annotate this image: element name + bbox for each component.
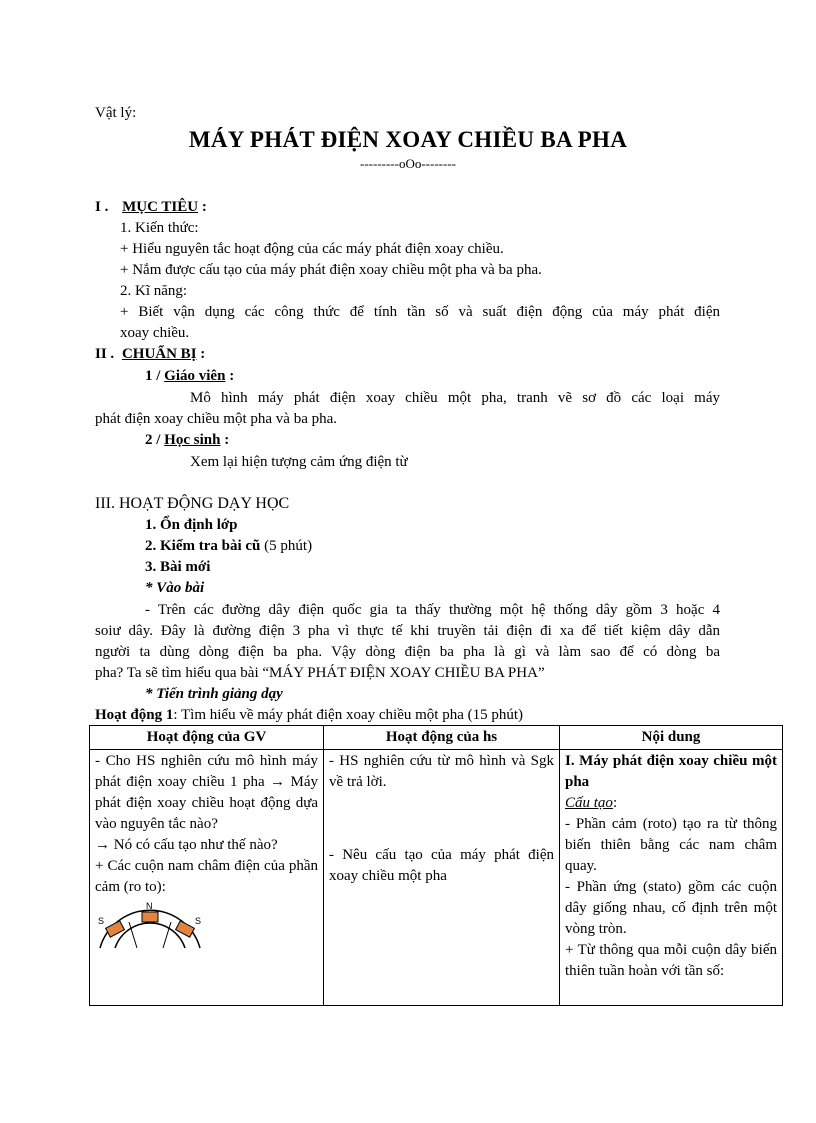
intro-line: người ta dùng dòng điện ba pha. Vậy dòng điện ba pha là gì và làm sao để có dòng ba (95, 644, 720, 660)
teacher-activity-line: → Nó có cấu tạo như thế nào? (95, 837, 278, 853)
teacher-cell (90, 750, 324, 1006)
header-content: Nội dung (560, 726, 783, 750)
section2-heading (95, 344, 205, 364)
header-student: Hoạt động của hs (324, 726, 560, 750)
section1-line: + Biết vận dụng các công thức để tính tần số và suất điện động của máy phát điện (120, 304, 720, 320)
section2-title: CHUẨN BỊ (121, 346, 197, 362)
activity-text: : Tìm hiểu về máy phát điện xoay chiều một pha (173, 707, 464, 723)
activity-label: Hoạt động 1 (95, 707, 174, 723)
section1-heading (95, 197, 207, 217)
student-prep-number: 2 / (145, 432, 161, 448)
step-review-time: (5 phút) (264, 538, 313, 554)
section1-number: I . (95, 199, 109, 215)
section1-line: xoay chiều. (120, 325, 190, 341)
step-new-lesson: 3. Bài mới (145, 559, 211, 575)
content-line: + Từ thông qua mỗi cuộn dây biến thiên tuần hoàn với tần số: (565, 942, 777, 979)
magnet-coil-left (106, 921, 125, 937)
section1-line: + Hiểu nguyên tắc hoạt động của các máy phát điện xoay chiều. (120, 241, 504, 257)
generator-rotor-figure (95, 900, 205, 950)
step-review-label: 2. Kiểm tra bài cũ (145, 538, 261, 554)
page-title: MÁY PHÁT ĐIỆN XOAY CHIỀU BA PHA (188, 127, 628, 152)
student-cell (324, 750, 560, 1006)
section3-heading: III. HOẠT ĐỘNG DẠY HỌC (95, 495, 290, 512)
header-teacher: Hoạt động của GV (90, 726, 324, 750)
teacher-prep-heading (145, 366, 234, 386)
student-prep-label: Học sinh (164, 432, 221, 448)
student-activity-line: - HS nghiên cứu từ mô hình và Sgk về trả lời. (329, 753, 554, 790)
pole-label-right: S (195, 916, 202, 926)
step-review (145, 536, 312, 556)
content-subtitle: Cấu tạo (565, 795, 613, 811)
intro-label: * Vào bài (145, 580, 205, 596)
magnet-coil-right (176, 921, 195, 937)
table-row (90, 750, 783, 1006)
activity-heading (95, 705, 523, 725)
step-stabilize: 1. Ổn định lớp (145, 517, 238, 533)
pole-label-top: N (146, 901, 153, 911)
student-prep-line: Xem lại hiện tượng cảm ứng điện từ (190, 454, 408, 470)
teacher-activity-line: + Các cuộn nam châm điện của phần cảm (ro to): (95, 858, 318, 895)
intro-line: soiư dây. Đây là đường điện 3 pha vì thực tế khi truyền tải điện đi xa để tiết kiệm dây dẫn (95, 623, 720, 639)
intro-line: - Trên các đường dây điện quốc gia ta thấy thường một hệ thống dây gồm 3 hoặc 4 (145, 602, 720, 618)
section1-line: 1. Kiến thức: (120, 220, 199, 236)
content-line: - Phần cảm (roto) tạo ra từ thông biến thiên bằng các nam châm quay. (565, 816, 777, 874)
stator-arc-inner (115, 923, 185, 948)
content-line: - Phần ứng (stato) gồm các cuộn dây giống nhau, cố định trên một vòng tròn. (565, 879, 777, 937)
teacher-activity-line: - Cho HS nghiên cứu mô hình máy phát điện xoay chiều 1 pha → Máy phát điện xoay chiều hoạt động dựa vào nguyên tắc nào? (95, 753, 318, 832)
section1-title: MỤC TIÊU (122, 199, 199, 215)
magnet-coil-top (142, 912, 158, 922)
teacher-prep-line: phát điện xoay chiều một pha và ba pha. (95, 411, 338, 427)
section1-line: 2. Kĩ năng: (120, 283, 188, 299)
content-title: I. Máy phát điện xoay chiều một pha (565, 753, 777, 790)
student-prep-heading (145, 430, 229, 450)
subject-label: Vật lý: (95, 105, 137, 121)
title-ornament: ---------oOo-------- (360, 156, 456, 171)
student-prep-colon: : (224, 432, 230, 448)
section1-line: + Nắm được cấu tạo của máy phát điện xoay chiều một pha và ba pha. (120, 262, 542, 278)
teacher-prep-number: 1 / (145, 368, 161, 384)
activity-table (89, 725, 783, 1006)
teacher-prep-line: Mô hình máy phát điện xoay chiều một pha, tranh vẽ sơ đồ các loại máy (190, 390, 720, 406)
section2-number: II . (95, 346, 115, 362)
content-cell (560, 750, 783, 1006)
section1-colon: : (201, 199, 207, 215)
content-subtitle-colon: : (612, 795, 618, 811)
student-activity-line: - Nêu cấu tạo của máy phát điện xoay chiều một pha (329, 847, 554, 884)
process-label: * Tiến trình giảng dạy (145, 686, 283, 702)
section2-colon: : (200, 346, 206, 362)
pole-label-left: S (98, 916, 105, 926)
intro-line: pha? Ta sẽ tìm hiểu qua bài “MÁY PHÁT ĐIỆN XOAY CHIỀU BA PHA” (95, 665, 545, 681)
teacher-prep-colon: : (229, 368, 235, 384)
content-subtitle-line (565, 793, 777, 814)
table-header-row (90, 726, 783, 750)
activity-time: (15 phút) (467, 707, 524, 723)
teacher-prep-label: Giáo viên (164, 368, 226, 384)
